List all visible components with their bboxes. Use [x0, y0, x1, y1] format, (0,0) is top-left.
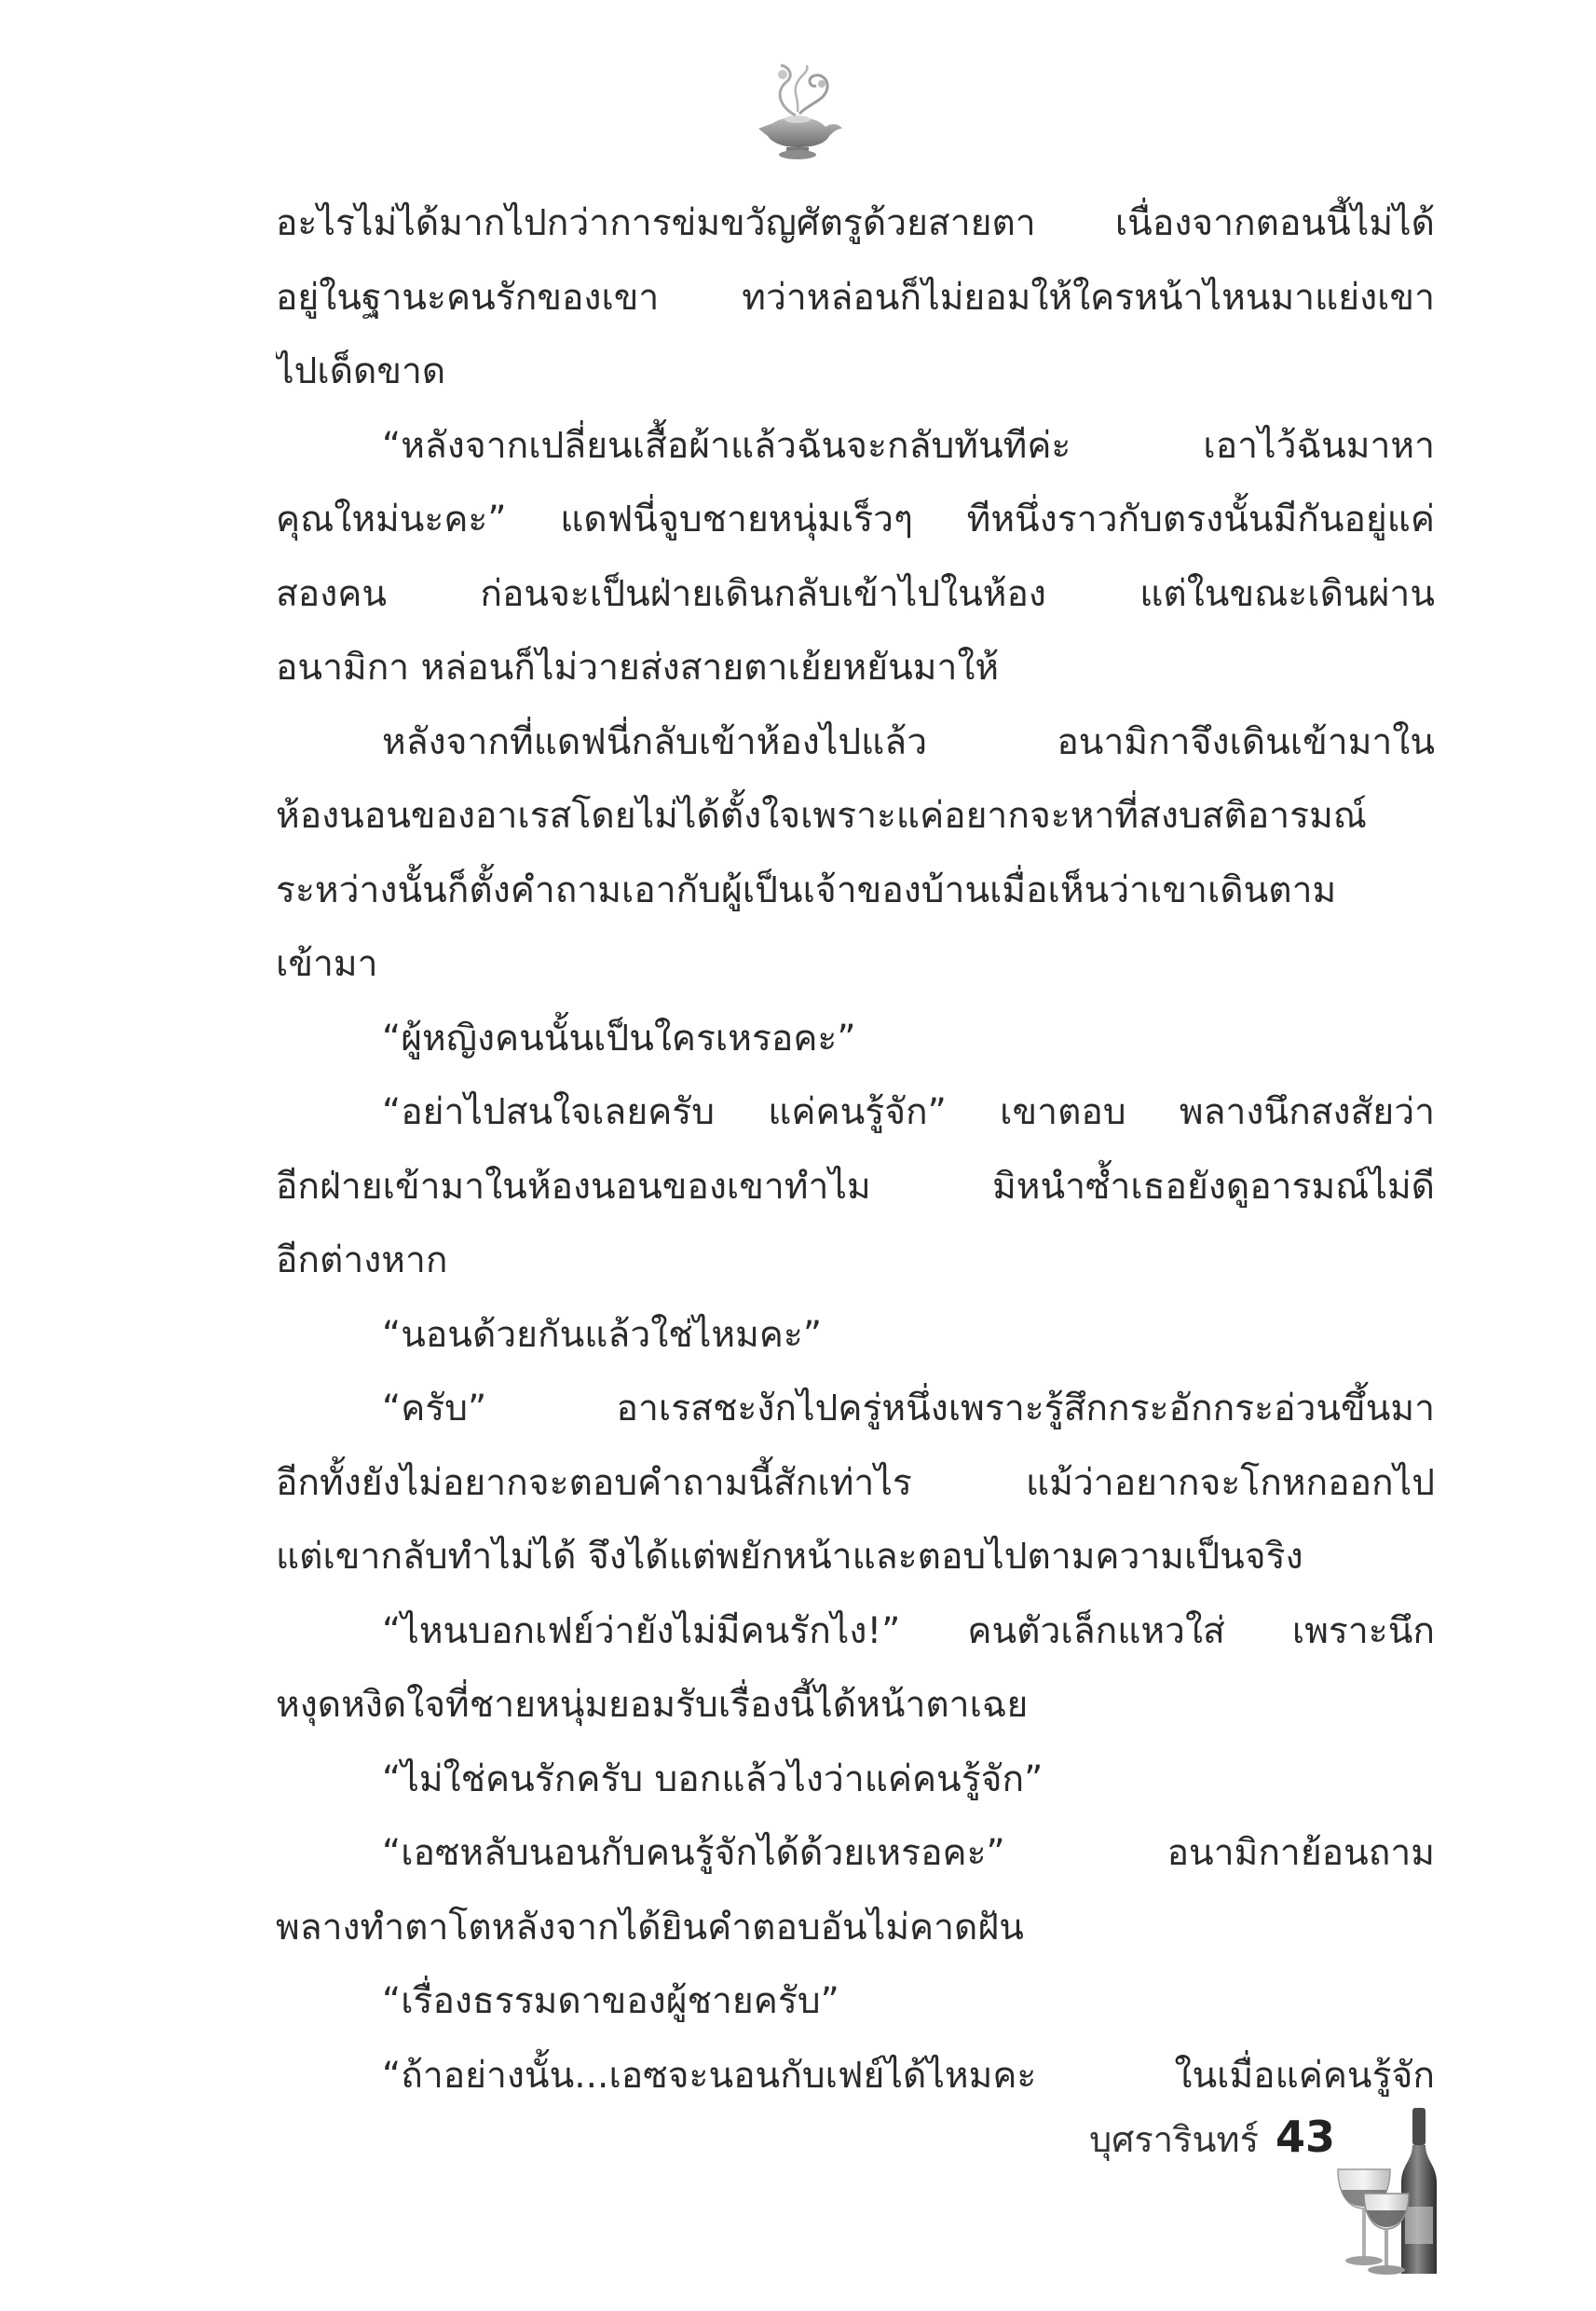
text-line: “นอนด้วยกันแล้วใช่ไหมคะ”	[382, 1313, 823, 1356]
text-line: “อย่าไปสนใจเลยครับ แค่คนรู้จัก” เขาตอบ พลางนึกสงสัยว่า	[382, 1091, 1435, 1133]
page-number: 43	[1275, 2112, 1335, 2162]
text-line: ห้องนอนของอาเรสโดยไม่ได้ตั้งใจเพราะแค่อยากจะหาที่สงบสติอารมณ์	[276, 795, 1367, 837]
wine-glasses-bottle-icon	[1332, 2104, 1453, 2281]
text-line: แต่เขากลับทำไม่ได้ จึงได้แต่พยักหน้าและตอบไปตามความเป็นจริง	[276, 1536, 1303, 1578]
text-line: อีกทั้งยังไม่อยากจะตอบคำถามนี้สักเท่าไร แม้ว่าอยากจะโกหกออกไป	[276, 1461, 1435, 1504]
text-line: คุณใหม่นะคะ” แดฟนี่จูบชายหนุ่มเร็วๆ ทีหนึ่งราวกับตรงนั้นมีกันอยู่แค่	[276, 499, 1435, 540]
text-line: “ไหนบอกเฟย์ว่ายังไม่มีคนรักไง!” คนตัวเล็กแหวใส่ เพราะนึก	[382, 1609, 1435, 1652]
author-name: บุศรารินทร์	[1089, 2119, 1259, 2160]
text-line: อะไรไม่ได้มากไปกว่าการข่มขวัญศัตรูด้วยสายตา เนื่องจากตอนนี้ไม่ได้	[276, 202, 1435, 244]
text-line: ระหว่างนั้นก็ตั้งคำถามเอากับผู้เป็นเจ้าของบ้านเมื่อเห็นว่าเขาเดินตาม	[276, 868, 1337, 911]
text-line: อีกฝ่ายเข้ามาในห้องนอนของเขาทำไม มิหนำซ้ำเธอยังดูอารมณ์ไม่ดี	[276, 1165, 1435, 1208]
text-line: เข้ามา	[276, 943, 378, 985]
text-line: “ผู้หญิงคนนั้นเป็นใครเหรอคะ”	[382, 1017, 856, 1060]
text-line: “ไม่ใช่คนรักครับ บอกแล้วไงว่าแค่คนรู้จัก”	[382, 1757, 1044, 1800]
text-line: สองคน ก่อนจะเป็นฝ่ายเดินกลับเข้าไปในห้อง แต่ในขณะเดินผ่าน	[276, 572, 1435, 615]
text-line: “เรื่องธรรมดาของผู้ชายครับ”	[382, 1980, 839, 2022]
text-line: พลางทำตาโตหลังจากได้ยินคำตอบอันไม่คาดฝัน	[276, 1906, 1024, 1949]
page-footer	[1089, 2111, 1335, 2185]
text-line: หลังจากที่แดฟนี่กลับเข้าห้องไปแล้ว อนามิกาจึงเดินเข้ามาใน	[382, 720, 1435, 763]
text-line: “ครับ” อาเรสชะงักไปครู่หนึ่งเพราะรู้สึกกระอักกระอ่วนขึ้นมา	[382, 1388, 1435, 1429]
text-line: “เอซหลับนอนกับคนรู้จักได้ด้วยเหรอคะ” อนามิกาย้อนถาม	[382, 1832, 1435, 1874]
magic-lamp-icon	[742, 58, 853, 170]
text-line: “ถ้าอย่างนั้น...เอซจะนอนกับเฟย์ได้ไหมคะ ในเมื่อแค่คนรู้จัก	[382, 2054, 1435, 2097]
text-line: อีกต่างหาก	[276, 1239, 448, 1281]
text-line: อยู่ในฐานะคนรักของเขา ทว่าหล่อนก็ไม่ยอมให้ใครหน้าไหนมาแย่งเขา	[276, 276, 1435, 319]
body-text	[276, 186, 1435, 2113]
text-line: ไปเด็ดขาด	[276, 350, 446, 392]
text-line: อนามิกา หล่อนก็ไม่วายส่งสายตาเย้ยหยันมาให้	[276, 647, 1000, 689]
text-line: หงุดหงิดใจที่ชายหนุ่มยอมรับเรื่องนี้ได้หน้าตาเฉย	[276, 1684, 1029, 1726]
text-line: “หลังจากเปลี่ยนเสื้อผ้าแล้วฉันจะกลับทันทีค่ะ เอาไว้ฉันมาหา	[382, 424, 1435, 467]
